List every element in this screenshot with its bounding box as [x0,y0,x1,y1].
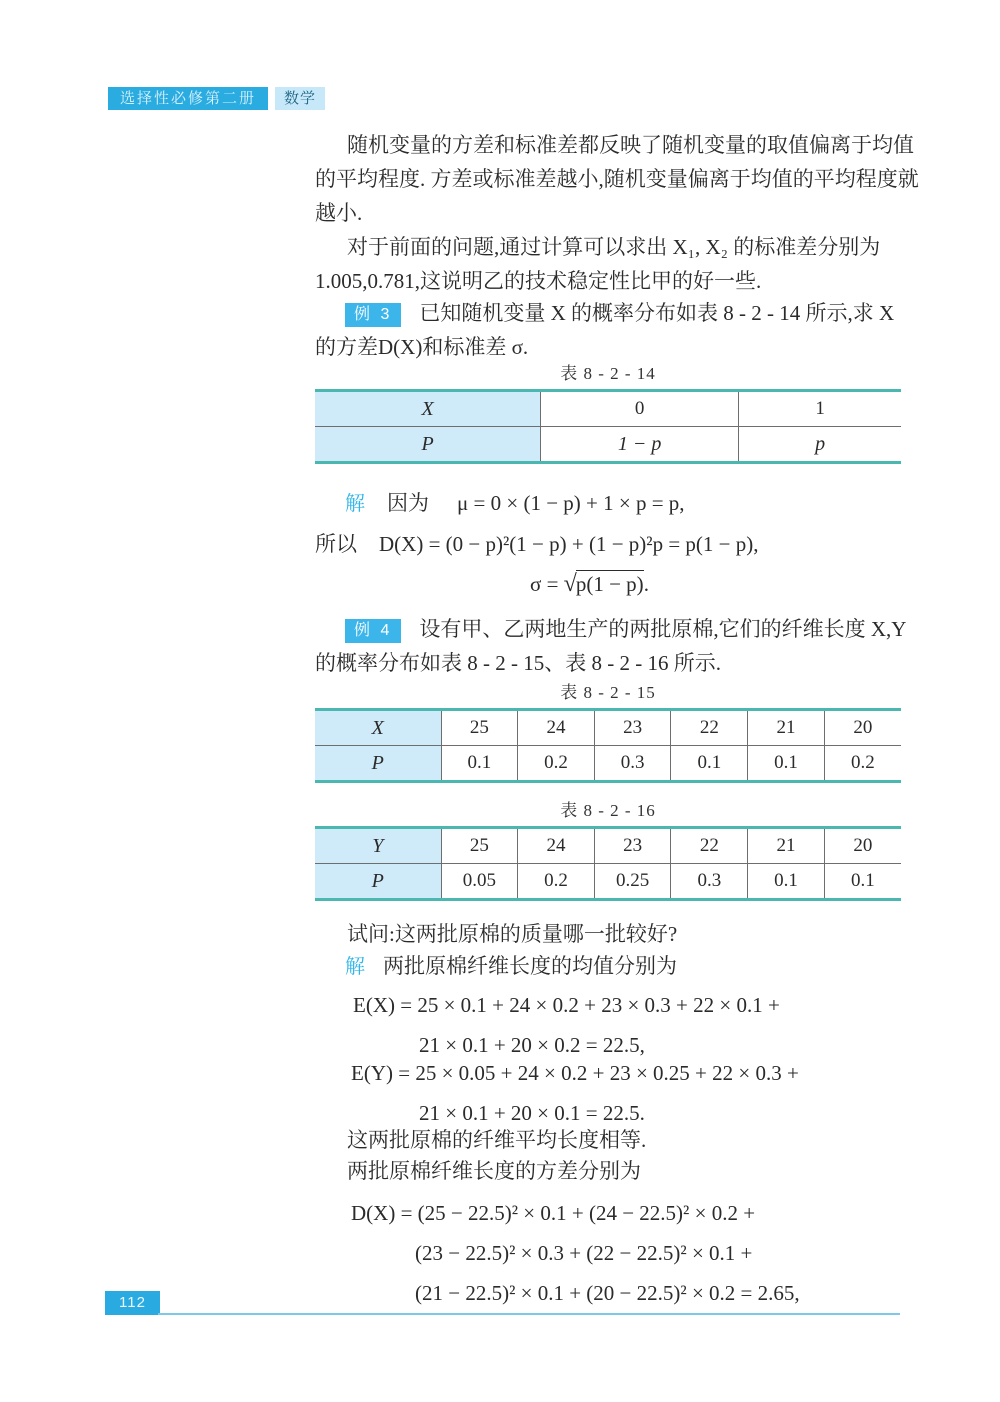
intro-paragraph-2 [315,230,901,298]
table-cell: 0.2 [518,864,595,900]
solve-label: 解 [345,493,365,515]
page-number-badge: 112 [105,1291,160,1315]
table-cell: 21 [748,828,825,864]
table-cell: 24 [518,710,595,746]
table-row [315,710,901,746]
table-cell: 0.1 [824,864,901,900]
intro-paragraph-1 [315,128,919,230]
example4-heading [315,612,907,680]
table-cell: 20 [824,828,901,864]
table-cell: 0.25 [594,864,671,900]
table-cell: 0.2 [824,746,901,782]
example4-text-line2: 的概率分布如表 8 - 2 - 15、表 8 - 2 - 16 所示. [315,651,721,675]
formula-dx-line2: (23 − 22.5)² × 0.3 + (22 − 22.5)² × 0.1 + [415,1241,753,1265]
table-8-2-14-caption: 表 8 - 2 - 14 [560,364,656,383]
example3-text-line1: 已知随机变量 X 的概率分布如表 8 - 2 - 14 所示,求 X [419,301,895,325]
solve-label: 解 [345,956,365,978]
paragraph-line: 越小. [315,201,363,225]
radicand: p(1 − p) [575,572,644,596]
table-cell: P [315,864,441,900]
table-row [315,391,901,427]
table-cell: p [739,427,901,463]
table-cell: 24 [518,828,595,864]
example3-badge: 例 3 [345,303,401,327]
formula-dx: D(X) = (0 − p)²(1 − p) + (1 − p)²p = p(1 − p), [379,532,759,556]
example3-text-line2: 的方差D(X)和标准差 σ. [315,335,529,359]
table-8-2-16 [315,826,901,901]
table-8-2-15-caption: 表 8 - 2 - 15 [560,683,656,702]
table-cell: 1 [739,391,901,427]
table-cell: 22 [671,710,748,746]
example3-heading [315,296,901,364]
table-cell: X [315,710,441,746]
paragraph-line: 对于前面的问题,通过计算可以求出 X₁, X₂ 的标准差分别为 [347,235,881,259]
formula-ex-line2: 21 × 0.1 + 20 × 0.2 = 22.5, [419,1033,645,1057]
paragraph-line: 随机变量的方差和标准差都反映了随机变量的取值偏离于均值 [347,133,914,157]
table-cell: 0.05 [441,864,518,900]
example4-badge: 例 4 [345,619,401,643]
example4-question: 试问:这两批原棉的质量哪一批较好? [347,922,678,946]
table-cell: 23 [594,828,671,864]
radical-sign: √ [563,571,577,597]
formula-sigma [315,564,901,604]
table-cell: 0.2 [518,746,595,782]
formula-sigma-lhs: σ = [530,572,564,596]
table-cell: 0.3 [594,746,671,782]
table-cell: 23 [594,710,671,746]
formula-ey-block [315,1053,901,1133]
paragraph-line: 1.005,0.781,这说明乙的技术稳定性比甲的好一些. [315,269,762,293]
example4-text-line1: 设有甲、乙两地生产的两批原棉,它们的纤维长度 X,Y [419,617,907,641]
table-8-2-15 [315,708,901,783]
table-row [315,828,901,864]
table-cell: 0 [541,391,739,427]
table-cell: 25 [441,828,518,864]
table-cell: Y [315,828,441,864]
formula-sigma-period: . [643,572,649,596]
formula-ey-line1: E(Y) = 25 × 0.05 + 24 × 0.2 + 23 × 0.25 + 22 × 0.3 + [351,1061,799,1085]
note-variance-intro: 两批原棉纤维长度的方差分别为 [347,1159,641,1183]
table-8-2-16-caption: 表 8 - 2 - 16 [560,801,656,820]
table-cell: P [315,746,441,782]
table-cell: 0.1 [671,746,748,782]
volume-badge: 选择性必修第二册 [108,87,268,110]
solution-intro-text: 两批原棉纤维长度的均值分别为 [383,954,677,978]
table-cell: X [315,391,541,427]
formula-dx-line1: D(X) = (25 − 22.5)² × 0.1 + (24 − 22.5)² × 0.2 + [351,1201,756,1225]
table-cell: 1 − p [541,427,739,463]
table-cell: 0.1 [748,864,825,900]
page-header [108,87,325,110]
table-cell: 25 [441,710,518,746]
table-cell: 20 [824,710,901,746]
table-row [315,427,901,463]
example4-solution-intro [315,949,901,984]
formula-dx-block [315,1193,901,1313]
table-cell: 0.1 [748,746,825,782]
note-equal-mean: 这两批原棉的纤维平均长度相等. [347,1128,647,1152]
table-cell: 0.1 [441,746,518,782]
formula-ex-line1: E(X) = 25 × 0.1 + 24 × 0.2 + 23 × 0.3 + 22 × 0.1 + [353,993,780,1017]
table-cell: 22 [671,828,748,864]
formula-mu: μ = 0 × (1 − p) + 1 × p = p, [457,491,685,515]
table-8-2-14 [315,389,901,464]
table-row [315,864,901,900]
paragraph-line: 的平均程度. 方差或标准差越小,随机变量偏离于均值的平均程度就 [315,167,919,191]
table-cell: 0.3 [671,864,748,900]
subject-badge: 数学 [275,87,325,110]
table-cell: P [315,427,541,463]
formula-ey-line2: 21 × 0.1 + 20 × 0.1 = 22.5. [419,1101,645,1125]
table-row [315,746,901,782]
table-cell: 21 [748,710,825,746]
footer-rule [158,1313,900,1315]
because-text: 因为 [387,491,429,515]
so-text: 所以 [315,532,357,556]
formula-dx-line3: (21 − 22.5)² × 0.1 + (20 − 22.5)² × 0.2 = 2.65, [415,1281,800,1305]
example3-solution [315,483,901,604]
